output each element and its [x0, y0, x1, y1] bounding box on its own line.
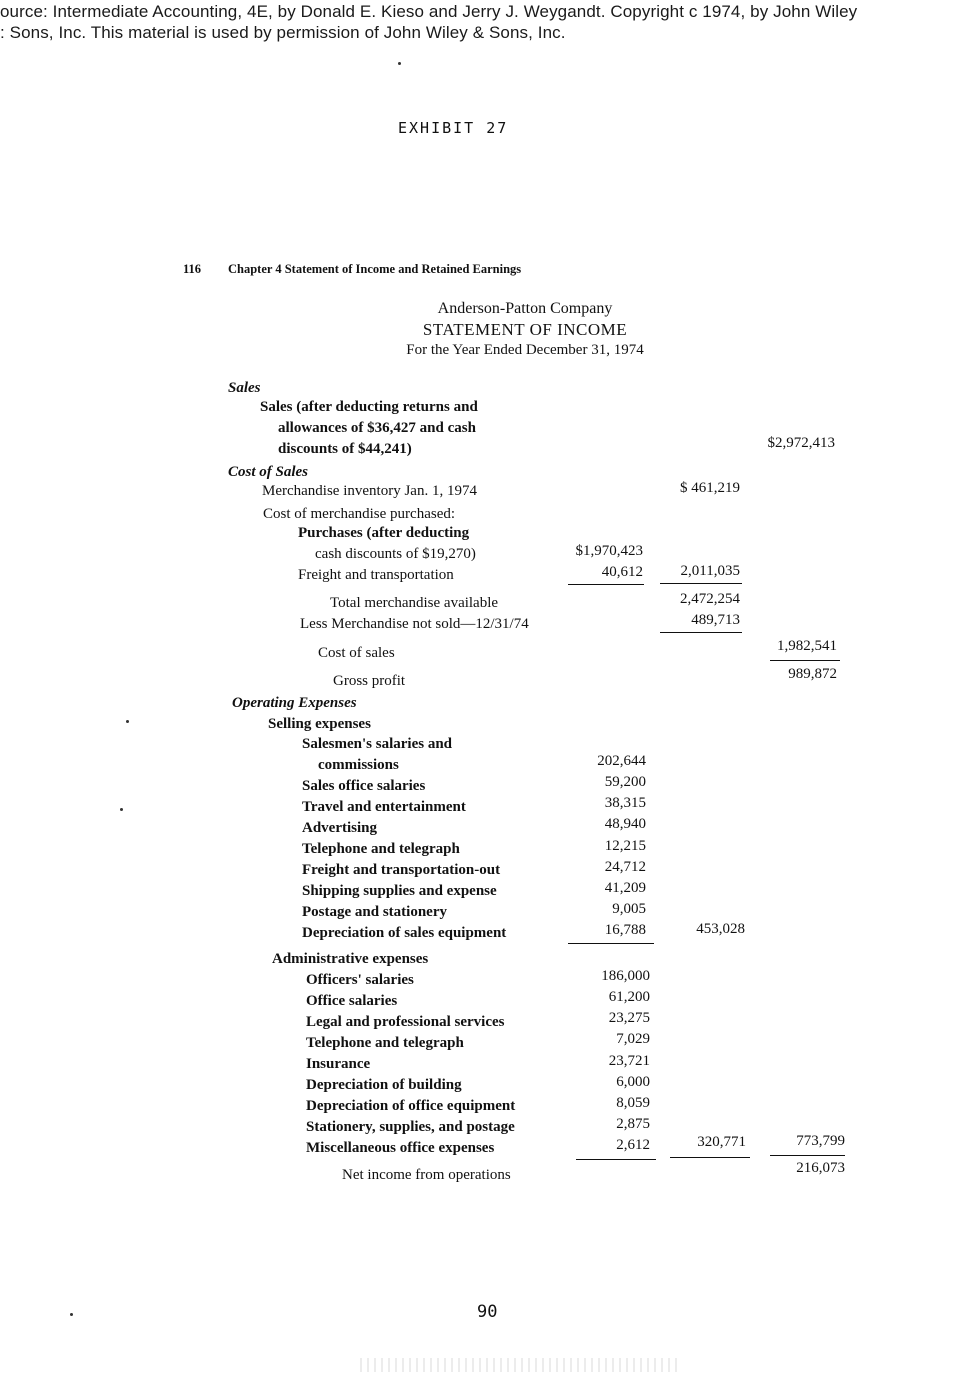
operating-expenses-total: 773,799	[796, 1133, 845, 1149]
sales-total: $2,972,413	[767, 435, 835, 451]
net-income-label: Net income from operations	[342, 1167, 511, 1183]
salesmen-salaries-1: Salesmen's salaries and	[302, 736, 453, 752]
purchases-desc-1: Purchases (after deducting	[298, 525, 470, 541]
stationery-supplies-amount: 2,875	[616, 1116, 650, 1132]
travel-entertainment-amount: 38,315	[604, 795, 646, 811]
telephone-admin-amount: 7,029	[616, 1031, 650, 1047]
underline-selling	[568, 943, 654, 944]
freight-out-amount: 24,712	[604, 859, 646, 875]
depreciation-office-equipment-amount: 8,059	[616, 1095, 650, 1111]
exhibit-label: EXHIBIT 27	[398, 119, 509, 137]
scan-noise	[360, 1358, 680, 1372]
depreciation-sales-equipment-amount: 16,788	[604, 922, 646, 938]
gross-profit-label: Gross profit	[333, 673, 406, 689]
insurance-amount: 23,721	[608, 1053, 650, 1069]
administrative-expenses-total: 320,771	[697, 1134, 746, 1150]
telephone-admin: Telephone and telegraph	[306, 1035, 464, 1051]
postage-stationery-amount: 9,005	[612, 901, 646, 917]
freight-out: Freight and transportation-out	[302, 862, 501, 878]
miscellaneous-office-amount: 2,612	[616, 1137, 650, 1153]
insurance: Insurance	[306, 1056, 371, 1072]
total-available-amount: 2,472,254	[680, 591, 740, 607]
selling-expenses-heading: Selling expenses	[268, 716, 371, 732]
statement-title: STATEMENT OF INCOME	[422, 320, 628, 339]
officers-salaries: Officers' salaries	[306, 972, 414, 988]
underline-purchases-total	[660, 583, 742, 584]
page-number: 90	[477, 1302, 498, 1322]
underline-cost-of-sales	[770, 660, 840, 661]
net-income-amount: 216,073	[796, 1160, 845, 1176]
postage-stationery: Postage and stationery	[302, 904, 447, 920]
telephone-selling: Telephone and telegraph	[302, 841, 460, 857]
not-sold-amount: 489,713	[691, 612, 740, 628]
underline-admin	[576, 1159, 656, 1160]
depreciation-office-equipment: Depreciation of office equipment	[306, 1098, 516, 1114]
scan-speck	[70, 1313, 73, 1316]
depreciation-sales-equipment: Depreciation of sales equipment	[302, 925, 507, 941]
cost-merchandise-purchased: Cost of merchandise purchased:	[263, 506, 456, 522]
inventory-label: Merchandise inventory Jan. 1, 1974	[262, 483, 477, 499]
purchases-amount: $1,970,423	[575, 543, 643, 559]
inventory-amount: $ 461,219	[680, 480, 740, 496]
cost-of-sales-label: Cost of sales	[318, 645, 395, 661]
depreciation-building: Depreciation of building	[306, 1077, 462, 1093]
office-salaries: Office salaries	[306, 993, 398, 1009]
officers-salaries-amount: 186,000	[601, 968, 650, 984]
salesmen-salaries-amount: 202,644	[597, 753, 646, 769]
selling-expenses-total: 453,028	[696, 921, 745, 937]
freight-label: Freight and transportation	[298, 567, 454, 583]
cost-of-sales-amount: 1,982,541	[777, 638, 837, 654]
company-name: Anderson-Patton Company	[437, 300, 613, 317]
underline-operating-total	[770, 1155, 845, 1156]
source-line-1: ource: Intermediate Accounting, 4E, by Donald E. Kieso and Jerry J. Weygandt. Copyright c 1974, by John Wiley	[0, 2, 858, 21]
depreciation-building-amount: 6,000	[616, 1074, 650, 1090]
purchases-total: 2,011,035	[680, 563, 740, 579]
salesmen-salaries-2: commissions	[318, 757, 399, 773]
administrative-expenses-heading: Administrative expenses	[272, 951, 429, 967]
cost-of-sales-heading: Cost of Sales	[228, 464, 309, 480]
legal-professional-amount: 23,275	[608, 1010, 650, 1026]
sales-desc-3: discounts of $44,241)	[278, 441, 412, 457]
total-available-label: Total merchandise available	[330, 595, 499, 611]
scan-speck	[120, 808, 123, 811]
gross-profit-amount: 989,872	[788, 666, 837, 682]
chapter-title: Chapter 4 Statement of Income and Retained Earnings	[228, 262, 522, 276]
advertising: Advertising	[302, 820, 377, 836]
source-line-2: : Sons, Inc. This material is used by permission of John Wiley & Sons, Inc.	[0, 23, 566, 42]
sales-desc-2: allowances of $36,427 and cash	[278, 420, 476, 436]
telephone-selling-amount: 12,215	[604, 838, 646, 854]
legal-professional: Legal and professional services	[306, 1014, 505, 1030]
miscellaneous-office: Miscellaneous office expenses	[306, 1140, 495, 1156]
sales-office-salaries: Sales office salaries	[302, 778, 426, 794]
sales-heading: Sales	[228, 380, 261, 396]
chapter-page-number: 116	[183, 262, 202, 276]
scan-speck	[126, 720, 129, 723]
purchases-desc-2: cash discounts of $19,270)	[315, 546, 476, 562]
shipping-supplies-amount: 41,209	[604, 880, 646, 896]
sales-office-salaries-amount: 59,200	[604, 774, 646, 790]
travel-entertainment: Travel and entertainment	[302, 799, 466, 815]
shipping-supplies: Shipping supplies and expense	[302, 883, 497, 899]
underline-purchases	[568, 584, 644, 585]
not-sold-label: Less Merchandise not sold—12/31/74	[300, 616, 529, 632]
advertising-amount: 48,940	[604, 816, 646, 832]
underline-admin-total	[670, 1157, 750, 1158]
freight-amount: 40,612	[601, 564, 643, 580]
scan-speck	[398, 62, 401, 65]
sales-desc-1: Sales (after deducting returns and	[260, 399, 478, 415]
statement-period: For the Year Ended December 31, 1974	[406, 342, 644, 358]
underline-not-sold	[660, 632, 742, 633]
office-salaries-amount: 61,200	[608, 989, 650, 1005]
operating-expenses-heading: Operating Expenses	[232, 695, 357, 711]
stationery-supplies: Stationery, supplies, and postage	[306, 1119, 515, 1135]
